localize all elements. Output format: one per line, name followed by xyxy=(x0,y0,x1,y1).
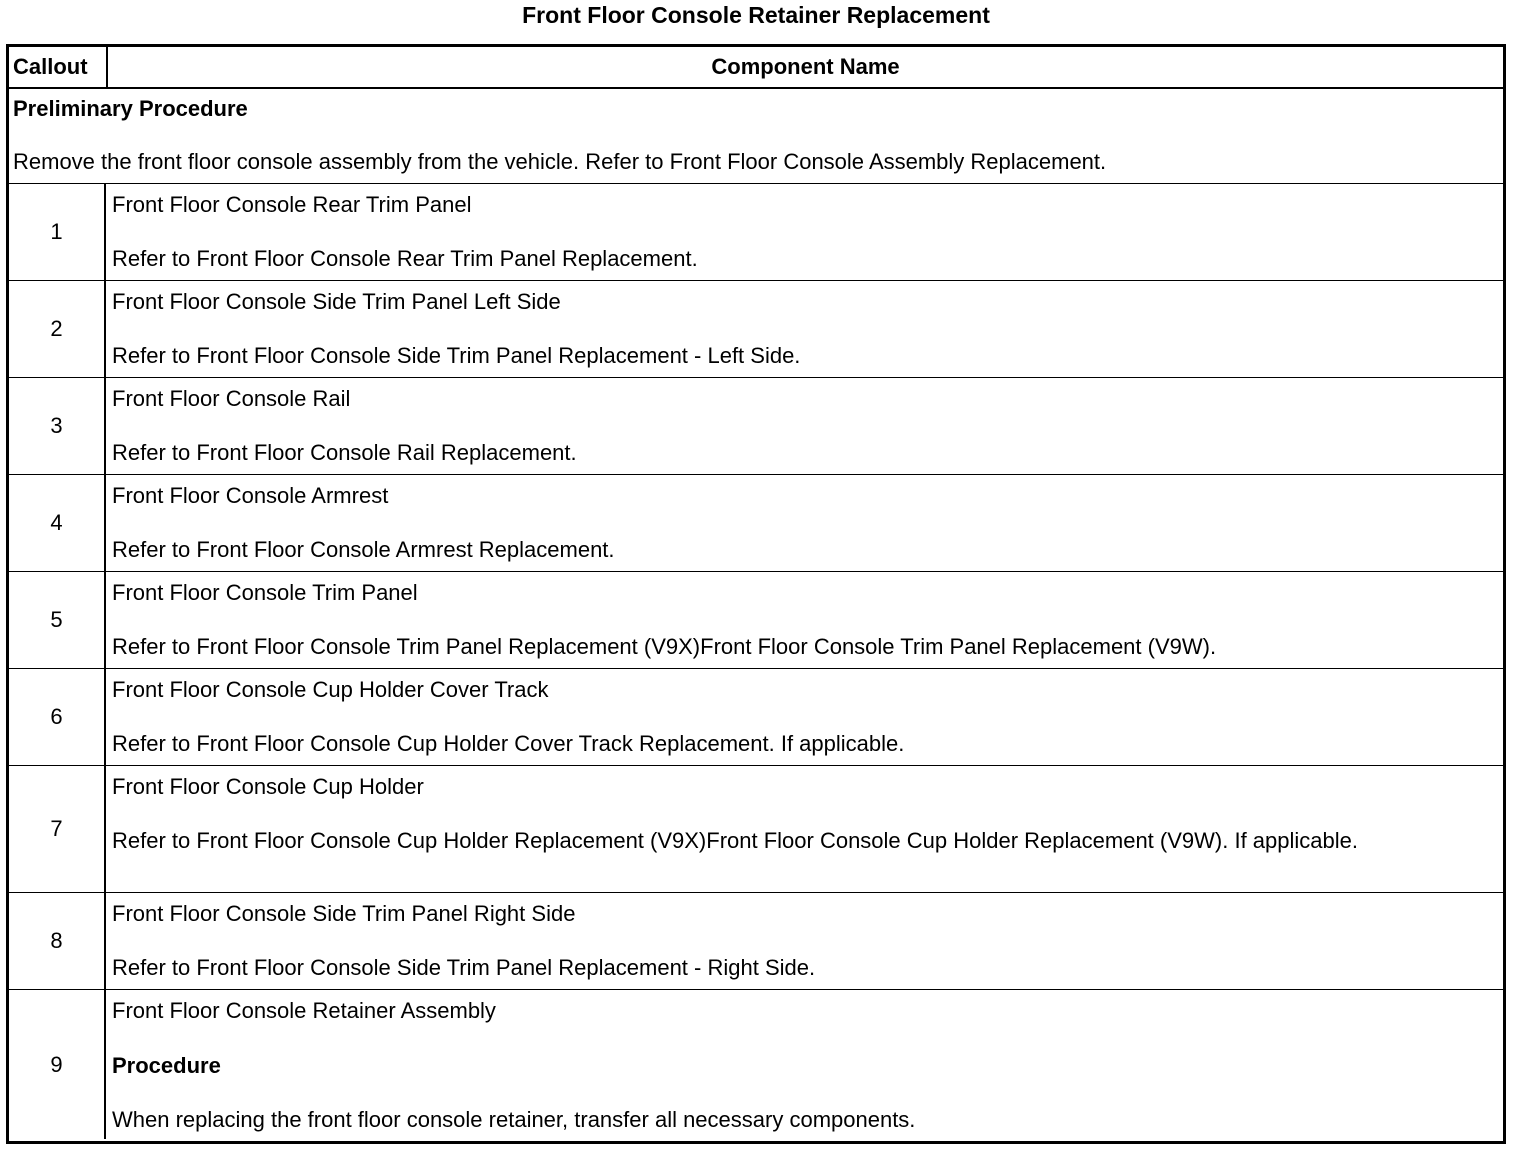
component-name: Front Floor Console Cup Holder Cover Track xyxy=(112,677,549,702)
component-cell xyxy=(106,281,1503,377)
callout-number: 6 xyxy=(9,669,106,765)
procedure-text: When replacing the front floor console retainer, transfer all necessary components. xyxy=(112,1107,916,1132)
table-row xyxy=(9,990,1503,1139)
component-name: Front Floor Console Rail xyxy=(112,386,351,411)
component-reference: Refer to Front Floor Console Trim Panel Replacement (V9X)Front Floor Console Trim Panel Replacement (V9W). xyxy=(112,634,1217,659)
table-header-row xyxy=(9,47,1503,89)
component-name-column-header: Component Name xyxy=(711,54,900,79)
component-reference: Refer to Front Floor Console Armrest Replacement. xyxy=(112,537,615,562)
component-cell xyxy=(106,990,1503,1139)
preliminary-procedure-row xyxy=(9,89,1503,184)
component-reference: Refer to Front Floor Console Side Trim Panel Replacement - Right Side. xyxy=(112,955,816,980)
component-cell xyxy=(106,572,1503,668)
component-name: Front Floor Console Side Trim Panel Right Side xyxy=(112,901,576,926)
callout-number: 5 xyxy=(9,572,106,668)
component-name: Front Floor Console Retainer Assembly xyxy=(112,998,496,1023)
component-reference: Refer to Front Floor Console Cup Holder Cover Track Replacement. If applicable. xyxy=(112,731,905,756)
table-row xyxy=(9,378,1503,475)
component-name: Front Floor Console Armrest xyxy=(112,483,389,508)
component-name: Front Floor Console Cup Holder xyxy=(112,774,424,799)
table-row xyxy=(9,669,1503,766)
component-reference: Refer to Front Floor Console Rear Trim Panel Replacement. xyxy=(112,246,698,271)
component-cell xyxy=(106,766,1503,892)
procedure-heading: Procedure xyxy=(112,1053,221,1078)
table-row xyxy=(9,893,1503,990)
callout-number: 1 xyxy=(9,184,106,280)
component-reference: Refer to Front Floor Console Rail Replacement. xyxy=(112,440,577,465)
component-name: Front Floor Console Rear Trim Panel xyxy=(112,192,472,217)
preliminary-procedure-heading: Preliminary Procedure xyxy=(13,96,248,121)
callout-number: 4 xyxy=(9,475,106,571)
callout-column-header: Callout xyxy=(9,47,108,87)
callout-number: 2 xyxy=(9,281,106,377)
table-row xyxy=(9,281,1503,378)
page-title: Front Floor Console Retainer Replacement xyxy=(522,2,990,28)
table-row xyxy=(9,475,1503,572)
callout-number: 9 xyxy=(9,990,106,1139)
table-row xyxy=(9,184,1503,281)
component-cell xyxy=(106,669,1503,765)
callout-number: 3 xyxy=(9,378,106,474)
component-cell xyxy=(106,893,1503,989)
callout-number: 7 xyxy=(9,766,106,892)
component-cell xyxy=(106,475,1503,571)
callout-number: 8 xyxy=(9,893,106,989)
preliminary-procedure-text: Remove the front floor console assembly from the vehicle. Refer to Front Floor Console Assembly Replacement. xyxy=(13,149,1107,174)
components-table xyxy=(6,44,1506,1144)
component-reference: Refer to Front Floor Console Cup Holder Replacement (V9X)Front Floor Console Cup Holder Replacement (V9W). If applicable. xyxy=(112,828,1358,853)
component-cell xyxy=(106,184,1503,280)
component-cell xyxy=(106,378,1503,474)
component-name: Front Floor Console Trim Panel xyxy=(112,580,418,605)
component-name: Front Floor Console Side Trim Panel Left Side xyxy=(112,289,561,314)
table-row xyxy=(9,572,1503,669)
component-reference: Refer to Front Floor Console Side Trim Panel Replacement - Left Side. xyxy=(112,343,801,368)
table-row xyxy=(9,766,1503,893)
